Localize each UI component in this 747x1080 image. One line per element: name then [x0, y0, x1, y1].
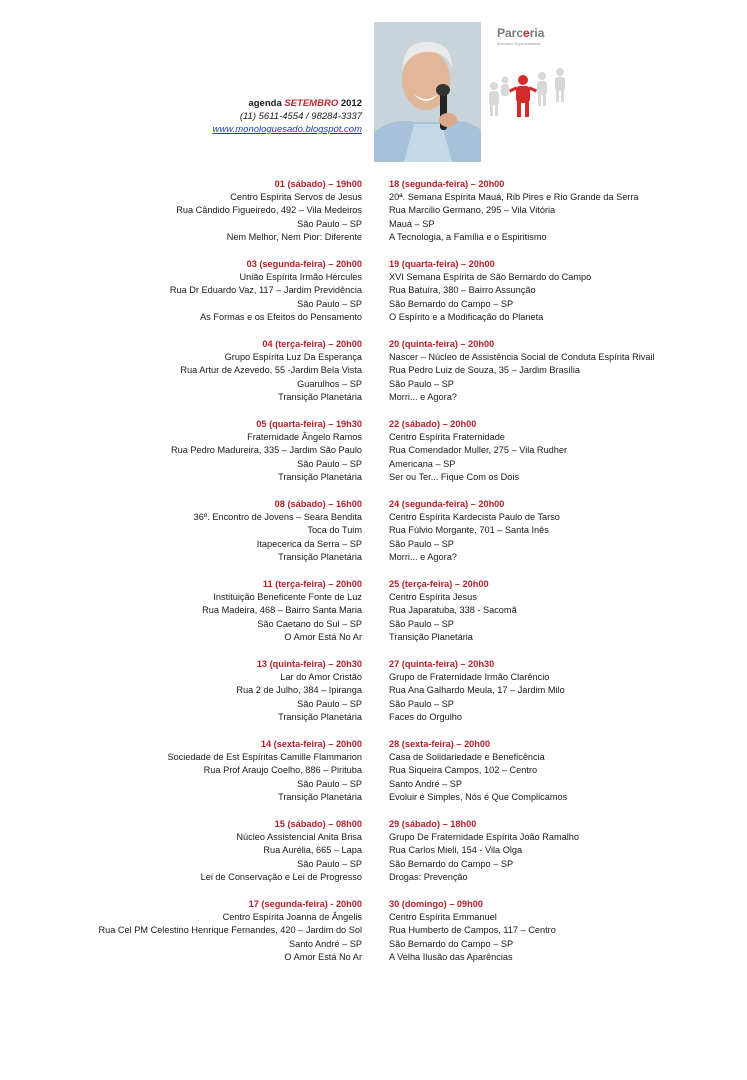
event-topic: Morri... e Agora? [389, 551, 457, 562]
event-topic: Nem Melhor, Nem Pior: Diferente [226, 231, 362, 242]
event-item [389, 738, 729, 818]
agenda-title [150, 97, 362, 110]
event-venue: Nascer – Núcleo de Assistência Social de Conduta Espírita Rivail [389, 352, 655, 363]
event-venue: Instituição Beneficente Fonte de Luz [213, 592, 362, 603]
event-item [389, 418, 729, 498]
event-venue: Grupo De Fraternidade Espírita João Ramalho [389, 832, 579, 843]
event-item [389, 338, 729, 418]
brand-suffix: ria [529, 26, 545, 40]
event-address: Rua Marcilio Germano, 295 – Vila Vitória [389, 205, 556, 216]
event-city: São Paulo – SP [297, 858, 362, 869]
event-city: São Paulo – SP [297, 778, 362, 789]
event-date: 29 (sábado) – 18h00 [389, 819, 477, 829]
event-venue: Grupo de Fraternidade Irmão Clarêncio [389, 672, 550, 683]
speaker-photo-illustration [374, 22, 481, 162]
event-date: 20 (quinta-feira) – 20h00 [389, 339, 495, 349]
event-date: 22 (sábado) – 20h00 [389, 419, 477, 429]
event-date: 11 (terça-feira) – 20h00 [262, 579, 362, 589]
event-date: 01 (sábado) – 19h00 [274, 179, 362, 189]
event-date: 04 (terça-feira) – 20h00 [262, 339, 362, 349]
event-city: Santo André – SP [389, 778, 463, 789]
event-address: Rua Ana Galhardo Meula, 17 – Jardim Milo [389, 685, 565, 696]
event-venue: 36º. Encontro de Jovens – Seara Bendita [193, 512, 362, 523]
event-venue: União Espírita Irmão Hércules [239, 272, 362, 283]
agenda-month: SETEMBRO [284, 98, 339, 109]
event-venue: Centro Espírita Fraternidade [389, 432, 505, 443]
event-address: Rua Cândido Figueiredo, 492 – Vila Medeiros [176, 205, 362, 216]
event-address: Rua Prof Araujo Coelho, 886 – Pirituba [203, 765, 362, 776]
event-topic: Transição Planetária [278, 711, 362, 722]
event-address: Rua Artur de Azevedo, 55 -Jardim Bela Vista [180, 365, 362, 376]
event-topic: A Velha Ilusão das Aparências [389, 951, 513, 962]
agenda-label: agenda [248, 98, 285, 109]
speaker-photo [374, 22, 481, 162]
phone-numbers: (11) 5611-4554 / 98284-3337 [239, 111, 362, 122]
event-item [40, 338, 362, 418]
event-topic: As Formas e os Efeitos do Pensamento [200, 311, 362, 322]
event-address: Rua Pedro Madureira, 335 – Jardim São Paulo [170, 445, 362, 456]
event-item [40, 418, 362, 498]
brand-accent: e [523, 26, 530, 40]
event-topic: Morri... e Agora? [389, 391, 457, 402]
event-item [389, 258, 729, 338]
event-venue: Núcleo Assistencial Anita Brisa [236, 832, 362, 843]
event-date: 25 (terça-feira) – 20h00 [389, 579, 489, 589]
event-city: Guarulhos – SP [297, 378, 362, 389]
agenda-header [150, 97, 362, 136]
event-venue: Fraternidade Ângelo Ramos [247, 432, 362, 443]
event-city: São Caetano do Sul – SP [257, 618, 362, 629]
event-address: Rua Japaratuba, 338 - Sacomã [389, 605, 517, 616]
event-city: Americana – SP [389, 458, 456, 469]
event-city: São Bernardo do Campo – SP [389, 938, 514, 949]
event-address: Rua Siqueira Campos, 102 – Centro [389, 765, 538, 776]
event-venue: Sociedade de Est Espíritas Camille Flammarion [167, 752, 362, 763]
event-address: Rua Madeira, 468 – Bairro Santa Maria [202, 605, 362, 616]
event-date: 19 (quarta-feira) – 20h00 [389, 259, 495, 269]
event-address: Rua Aurélia, 665 – Lapa [263, 845, 362, 856]
event-date: 27 (quinta-feira) – 20h30 [389, 659, 495, 669]
events-column-right [389, 178, 729, 978]
event-date: 24 (segunda-feira) – 20h00 [389, 499, 505, 509]
event-venue: Grupo Espírita Luz Da Esperança [224, 352, 362, 363]
event-city: São Paulo – SP [297, 218, 362, 229]
event-date: 15 (sábado) – 08h00 [274, 819, 362, 829]
event-venue: 20ª. Semana Espírita Mauá, Rib Pires e Rio Grande da Serra [389, 192, 639, 203]
event-venue: Centro Espírita Emmanuel [389, 912, 497, 923]
event-date: 03 (segunda-feira) – 20h00 [246, 259, 362, 269]
event-city: São Paulo – SP [389, 538, 454, 549]
event-address: Rua Humberto de Campos, 117 – Centro [389, 925, 556, 936]
event-topic: Transição Planetária [278, 391, 362, 402]
event-venue: Centro Espírita Servos de Jesus [230, 192, 362, 203]
event-city: São Bernardo do Campo – SP [389, 298, 514, 309]
event-item [40, 738, 362, 818]
event-topic: Lei de Conservação e Lei de Progresso [200, 871, 362, 882]
event-topic: Faces do Orgulho [389, 711, 463, 722]
event-item [40, 658, 362, 738]
event-address: Rua Batuíra, 380 – Bairro Assunção [389, 285, 536, 296]
event-city: São Paulo – SP [389, 378, 454, 389]
event-item [389, 898, 729, 978]
event-city: Itapecerica da Serra – SP [256, 538, 362, 549]
event-city: São Bernardo do Campo – SP [389, 858, 514, 869]
event-topic: O Espírito e a Modificação do Planeta [389, 311, 544, 322]
event-item [40, 498, 362, 578]
event-item [40, 178, 362, 258]
event-topic: Transição Planetária [278, 471, 362, 482]
event-venue: Centro Espírita Jesus [389, 592, 477, 603]
event-topic: O Amor Está No Ar [284, 631, 362, 642]
event-city: São Paulo – SP [389, 698, 454, 709]
event-item [389, 498, 729, 578]
event-address: Rua 2 de Julho, 384 – Ipiranga [236, 685, 362, 696]
event-item [389, 578, 729, 658]
event-item [40, 578, 362, 658]
event-item [40, 818, 362, 898]
event-address: Rua Pedro Luiz de Souza, 35 – Jardim Brasília [389, 365, 580, 376]
partner-tagline: Mensário Espiritualidade [497, 41, 541, 46]
event-item [40, 258, 362, 338]
event-address: Rua Fúlvio Morgante, 701 – Santa Inês [389, 525, 549, 536]
event-item [389, 178, 729, 258]
event-date: 18 (segunda-feira) – 20h00 [389, 179, 505, 189]
agenda-year: 2012 [338, 98, 362, 109]
event-city: São Paulo – SP [297, 298, 362, 309]
partner-logo [483, 22, 583, 132]
event-address: Rua Comendador Muller, 275 – Vila Rudher [389, 445, 568, 456]
event-item [389, 818, 729, 898]
event-date: 17 (segunda-feira) - 20h00 [248, 899, 362, 909]
brand-prefix: Parc [497, 26, 524, 40]
event-date: 14 (sexta-feira) – 20h00 [260, 739, 362, 749]
event-address: Rua Carlos Mieli, 154 - Vila Olga [389, 845, 523, 856]
events-column-left [40, 178, 362, 978]
event-item [40, 898, 362, 978]
event-city: São Paulo – SP [297, 698, 362, 709]
event-venue: Centro Espírita Kardecista Paulo de Tarso [389, 512, 560, 523]
event-topic: O Amor Está No Ar [284, 951, 362, 962]
event-venue: Centro Espírita Joanna de Ângelis [222, 912, 362, 923]
event-city: Santo André – SP [288, 938, 362, 949]
event-address: Rua Cel PM Celestino Henrique Fernandes, 420 – Jardim do Sol [98, 925, 362, 936]
event-date: 08 (sábado) – 16h00 [274, 499, 362, 509]
event-topic: Ser ou Ter... Fique Com os Dois [389, 471, 520, 482]
event-topic: Transição Planetária [278, 551, 362, 562]
event-date: 28 (sexta-feira) – 20h00 [389, 739, 491, 749]
people-figures-icon [483, 22, 583, 132]
blog-link[interactable]: www.monologuesado.blogspot.com [212, 124, 362, 135]
event-city: Mauá – SP [389, 218, 435, 229]
event-venue: Casa de Solidariedade e Beneficência [389, 752, 545, 763]
event-address: Toca do Tuim [307, 525, 362, 536]
event-topic: A Tecnologia, a Família e o Espiritismo [389, 231, 547, 242]
event-venue: Lar do Amor Cristão [280, 672, 362, 683]
event-topic: Transição Planetária [278, 791, 362, 802]
event-topic: Evoluir é Simples, Nós é Que Complicamos [389, 791, 568, 802]
event-city: São Paulo – SP [389, 618, 454, 629]
event-date: 05 (quarta-feira) – 19h30 [256, 419, 362, 429]
event-address: Rua Dr Eduardo Vaz, 117 – Jardim Previdência [169, 285, 362, 296]
event-item [389, 658, 729, 738]
event-topic: Transição Planetária [389, 631, 473, 642]
event-city: São Paulo – SP [297, 458, 362, 469]
event-date: 13 (quinta-feira) – 20h30 [256, 659, 362, 669]
event-venue: XVI Semana Espírita de São Bernardo do Campo [389, 272, 592, 283]
event-date: 30 (domingo) – 09h00 [389, 899, 483, 909]
event-topic: Drogas: Prevenção [389, 871, 468, 882]
